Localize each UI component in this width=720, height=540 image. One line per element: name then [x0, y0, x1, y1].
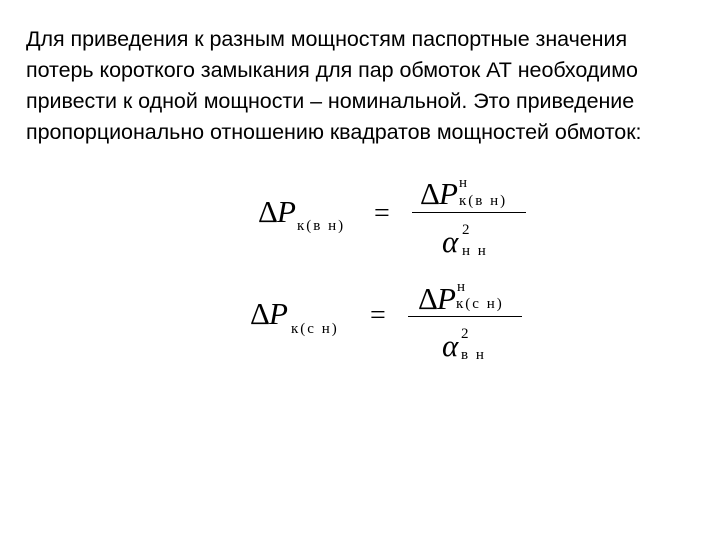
- paragraph-line-2: потерь короткого замыкания для пар обмоток АТ необходимо: [26, 58, 638, 82]
- formula-2-numerator-p: P: [437, 281, 456, 316]
- formula-1-denominator-superscript: 2: [462, 222, 470, 238]
- formula-1-lhs-subscript: к(в н): [297, 218, 346, 234]
- paragraph-line-1: Для приведения к разным мощностям паспортные значения: [26, 27, 628, 51]
- formula-2-lhs-subscript: к(с н): [291, 321, 339, 337]
- formula-2-numerator-superscript: н: [457, 279, 466, 295]
- formula-1-equals: =: [374, 198, 390, 229]
- formula-2-lhs-p: P: [269, 296, 288, 331]
- formula-2-lhs-delta: Δ: [250, 296, 270, 331]
- formula-1-denominator-alpha: α: [442, 224, 459, 259]
- formula-2-denominator-subscript: в н: [461, 347, 486, 363]
- formula-1-lhs-delta: Δ: [258, 194, 278, 229]
- formula-1-numerator-delta: Δ: [420, 176, 440, 211]
- formula-2-denominator-alpha: α: [442, 328, 459, 363]
- formula-1-lhs-p: P: [277, 194, 296, 229]
- formula-1-numerator-subscript: к(в н): [459, 193, 508, 209]
- formula-2-numerator-subscript: к(с н): [456, 296, 504, 312]
- formula-2-denominator-superscript: 2: [461, 326, 469, 342]
- formula-1-numerator-p: P: [439, 176, 458, 211]
- formula-1-denominator-subscript: н н: [462, 243, 488, 259]
- formula-2-fraction-bar: [408, 316, 522, 317]
- formula-2-equals: =: [370, 300, 386, 331]
- formula-2-numerator-delta: Δ: [418, 281, 438, 316]
- formula-1-numerator-superscript: н: [459, 175, 468, 191]
- paragraph-line-3: привести к одной мощности – номинальной. Это приведение: [26, 89, 635, 113]
- paragraph-line-4: пропорционально отношению квадратов мощностей обмоток:: [26, 120, 642, 144]
